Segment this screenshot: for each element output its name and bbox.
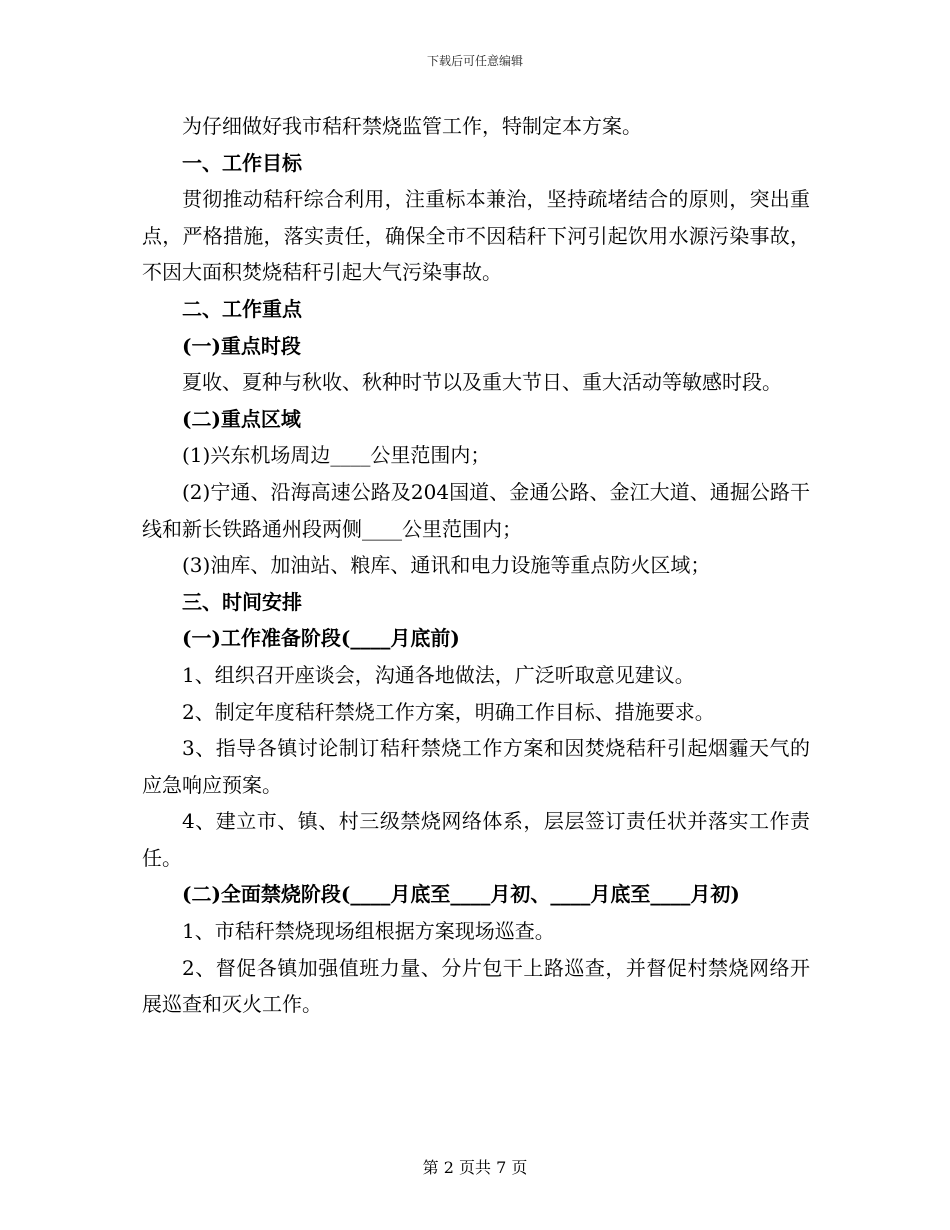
subheading-key-areas: (二)重点区域	[182, 406, 301, 431]
key-area-item-2: (2)宁通、沿海高速公路及204国道、金通公路、金江大道、通掘公路干线和新长铁路通州段两侧____公里范围内；	[142, 479, 810, 541]
key-area-item-1: (1)兴东机场周边____公里范围内；	[182, 443, 491, 468]
section-heading-focus: 二、工作重点	[182, 296, 302, 321]
page-number: 第 2 页共 7 页	[422, 1158, 528, 1177]
goals-paragraph: 贯彻推动秸秆综合利用，注重标本兼治，坚持疏堵结合的原则，突出重点，严格措施，落实责任，确保全市不因秸秆下河引起饮用水源污染事故，不因大面积焚烧秸秆引起大气污染事故。	[142, 187, 810, 285]
preparation-item-2: 2、制定年度秸秆禁烧工作方案，明确工作目标、措施要求。	[182, 699, 715, 724]
preparation-item-1: 1、组织召开座谈会，沟通各地做法，广泛听取意见建议。	[182, 662, 695, 687]
preparation-item-3: 3、指导各镇讨论制订秸秆禁烧工作方案和因焚烧秸秆引起烟霾天气的应急响应预案。	[142, 736, 810, 797]
document-body	[142, 108, 810, 1023]
full-ban-item-2: 2、督促各镇加强值班力量、分片包干上路巡查，并督促村禁烧网络开展巡查和灭火工作。	[142, 955, 810, 1017]
subheading-full-ban-stage: (二)全面禁烧阶段(____月底至____月初、____月底至____月初)	[182, 882, 740, 907]
full-ban-item-1: 1、市秸秆禁烧现场组根据方案现场巡查。	[182, 919, 555, 944]
subheading-preparation-stage: (一)工作准备阶段(____月底前)	[182, 626, 460, 651]
preparation-item-4: 4、建立市、镇、村三级禁烧网络体系，层层签订责任状并落实工作责任。	[142, 809, 810, 870]
key-periods-paragraph: 夏收、夏种与秋收、秋种时节以及重大节日、重大活动等敏感时段。	[182, 370, 782, 395]
section-heading-schedule: 三、时间安排	[182, 589, 302, 614]
section-heading-goals: 一、工作目标	[182, 150, 302, 175]
intro-paragraph: 为仔细做好我市秸秆禁烧监管工作，特制定本方案。	[182, 114, 642, 138]
key-area-item-3: (3)油库、加油站、粮库、通讯和电力设施等重点防火区域；	[182, 553, 711, 578]
subheading-key-periods: (一)重点时段	[182, 333, 301, 358]
header-note: 下载后可任意编辑	[426, 54, 523, 68]
